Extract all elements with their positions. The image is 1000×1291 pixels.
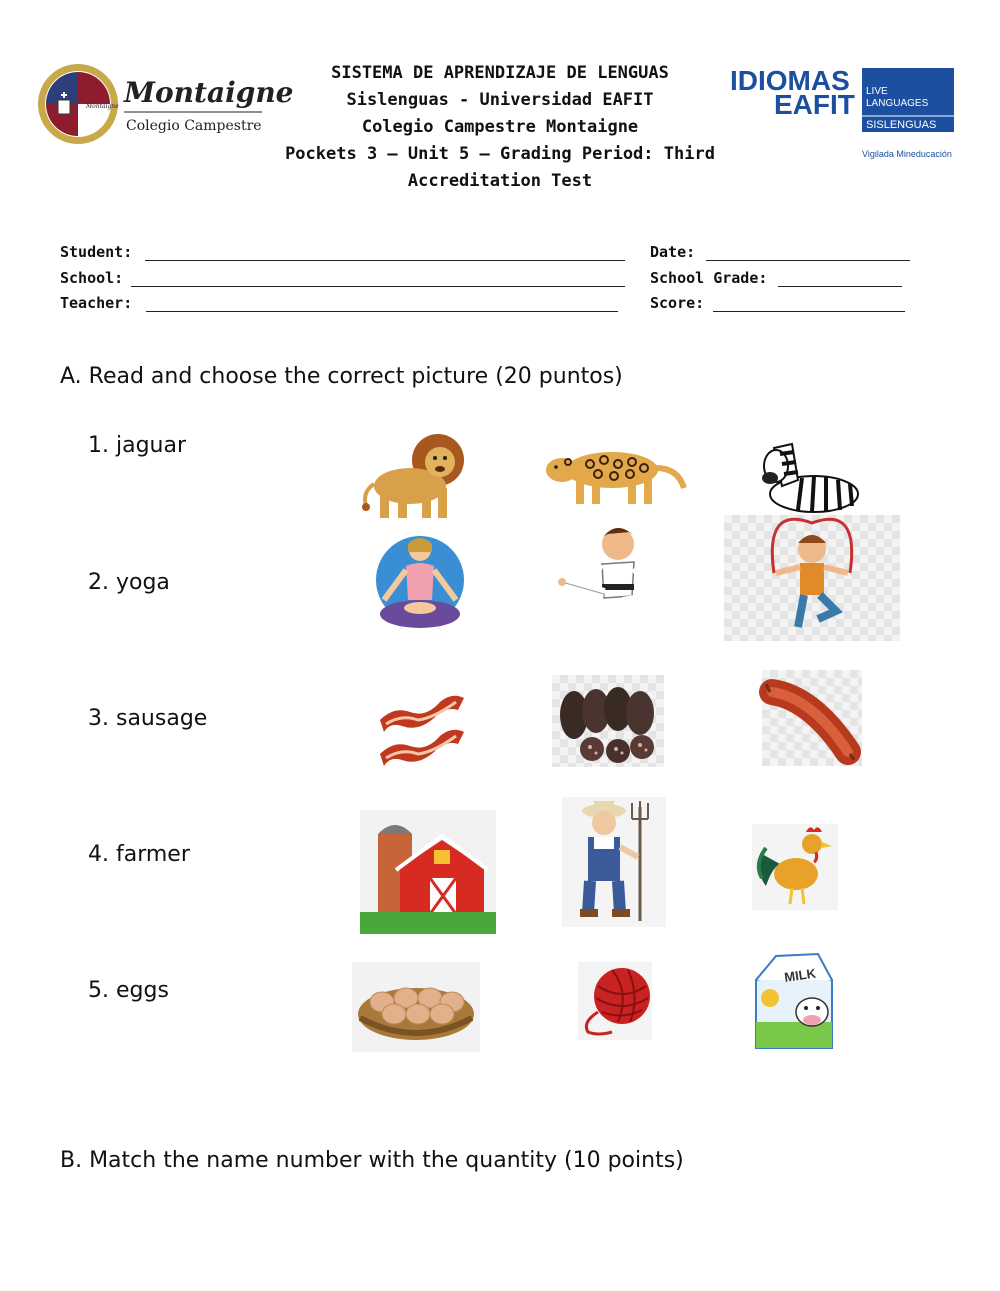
question-2-label: 2. yoga (88, 570, 170, 595)
svg-text:IDIOMAS: IDIOMAS (730, 65, 850, 96)
title-line-4: Pockets 3 – Unit 5 – Grading Period: Third (285, 144, 715, 164)
svg-text:Colegio Campestre: Colegio Campestre (126, 118, 262, 134)
teacher-label: Teacher: (60, 294, 133, 312)
sausage-picture[interactable] (762, 670, 862, 766)
school-logo (36, 58, 294, 150)
milk-carton-picture[interactable] (748, 950, 840, 1054)
title-line-2: Sislenguas - Universidad EAFIT (346, 90, 654, 110)
yarn-ball-picture[interactable] (578, 962, 652, 1040)
barn-picture[interactable] (360, 810, 496, 934)
school-field[interactable] (131, 286, 625, 287)
lion-picture[interactable] (358, 428, 476, 523)
school-grade-field[interactable] (778, 286, 902, 287)
question-3-label: 3. sausage (88, 706, 208, 731)
title-line-5: Accreditation Test (407, 171, 593, 191)
jump-rope-picture[interactable] (724, 515, 900, 641)
jaguar-picture[interactable] (540, 438, 688, 510)
yoga-picture[interactable] (370, 530, 470, 636)
score-field[interactable] (713, 311, 905, 312)
date-field[interactable] (706, 260, 910, 261)
teacher-field[interactable] (146, 311, 618, 312)
score-label: Score: (650, 294, 705, 312)
svg-text:Montaigne: Montaigne (86, 103, 119, 110)
school-label: School: (60, 269, 124, 287)
zebra-picture[interactable] (752, 436, 864, 518)
svg-text:LANGUAGES: LANGUAGES (866, 98, 929, 109)
bacon-picture[interactable] (374, 684, 468, 770)
date-label: Date: (650, 243, 696, 261)
section-a-title: A. Read and choose the correct picture (20 puntos) (60, 364, 623, 389)
svg-text:SISLENGUAS: SISLENGUAS (866, 119, 937, 131)
title-line-3: Colegio Campestre Montaigne (361, 117, 639, 137)
question-4-label: 4. farmer (88, 842, 190, 867)
rooster-picture[interactable] (752, 824, 838, 910)
farmer-picture[interactable] (562, 797, 666, 927)
question-1-label: 1. jaguar (88, 433, 187, 458)
school-grade-label: School Grade: (650, 269, 768, 287)
eggs-basket-picture[interactable] (352, 962, 480, 1052)
section-b-title: B. Match the name number with the quantity (10 points) (60, 1148, 684, 1173)
karate-picture[interactable] (558, 522, 658, 638)
question-5-label: 5. eggs (88, 978, 169, 1003)
svg-text:MILK: MILK (783, 965, 817, 985)
title-line-1: SISTEMA DE APRENDIZAJE DE LENGUAS (331, 63, 669, 83)
idiomas-eafit-logo (730, 64, 960, 164)
blood-sausage-picture[interactable] (552, 675, 664, 767)
svg-text:Vigilada Mineducación: Vigilada Mineducación (862, 149, 952, 159)
student-label: Student: (60, 243, 133, 261)
svg-text:EAFIT: EAFIT (774, 89, 855, 120)
svg-text:Montaigne: Montaigne (124, 76, 294, 109)
document-title-block (270, 60, 730, 195)
student-field[interactable] (145, 260, 625, 261)
svg-text:LIVE: LIVE (866, 86, 888, 97)
